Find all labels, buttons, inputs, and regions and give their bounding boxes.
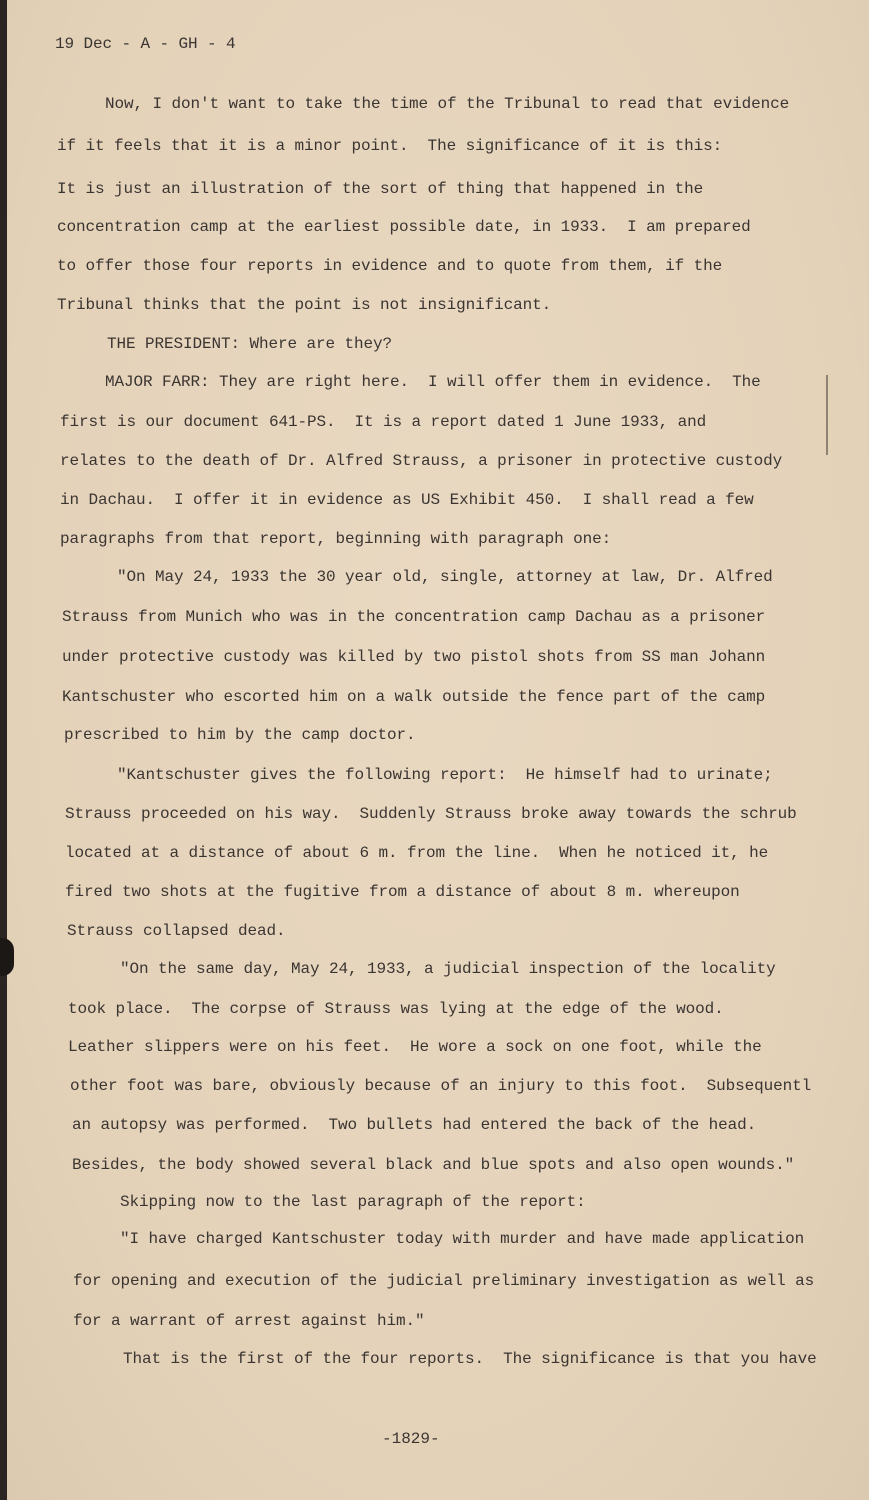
text-line: in Dachau. I offer it in evidence as US Exhibit 450. I shall read a few: [60, 491, 754, 509]
text-line: for a warrant of arrest against him.": [73, 1312, 425, 1330]
text-line: Besides, the body showed several black and blue spots and also open wounds.": [72, 1156, 795, 1174]
text-line: "I have charged Kantschuster today with murder and have made application: [120, 1230, 805, 1248]
text-line: located at a distance of about 6 m. from the line. When he noticed it, he: [65, 844, 769, 862]
page-number: -1829-: [382, 1430, 440, 1448]
text-line: "Kantschuster gives the following report: He himself had to urinate;: [117, 766, 773, 784]
text-line: Tribunal thinks that the point is not insignificant.: [57, 296, 552, 314]
text-line: Strauss from Munich who was in the concentration camp Dachau as a prisoner: [62, 608, 766, 626]
text-line: first is our document 641-PS. It is a report dated 1 June 1933, and: [60, 413, 707, 431]
text-line: Leather slippers were on his feet. He wore a sock on one foot, while the: [68, 1038, 762, 1056]
text-line: an autopsy was performed. Two bullets had entered the back of the head.: [72, 1116, 757, 1134]
text-line: Skipping now to the last paragraph of the report:: [120, 1193, 586, 1211]
text-line: Kantschuster who escorted him on a walk outside the fence part of the camp: [62, 688, 766, 706]
text-line: Now, I don't want to take the time of the Tribunal to read that evidence: [105, 95, 790, 113]
text-line: It is just an illustration of the sort of thing that happened in the: [57, 180, 704, 198]
text-line: That is the first of the four reports. The significance is that you have: [123, 1350, 817, 1368]
document-header: 19 Dec - A - GH - 4: [55, 35, 236, 53]
text-line: prescribed to him by the camp doctor.: [64, 726, 416, 744]
text-line: Strauss collapsed dead.: [67, 922, 286, 940]
text-line: "On May 24, 1933 the 30 year old, single, attorney at law, Dr. Alfred: [117, 568, 773, 586]
text-line: under protective custody was killed by two pistol shots from SS man Johann: [62, 648, 766, 666]
text-line: THE PRESIDENT: Where are they?: [107, 335, 393, 353]
text-line: if it feels that it is a minor point. The significance of it is this:: [57, 137, 723, 155]
text-line: concentration camp at the earliest possible date, in 1933. I am prepared: [57, 218, 751, 236]
text-line: "On the same day, May 24, 1933, a judicial inspection of the locality: [120, 960, 776, 978]
text-line: for opening and execution of the judicial preliminary investigation as well as: [73, 1272, 815, 1290]
text-line: took place. The corpse of Strauss was lying at the edge of the wood.: [68, 1000, 724, 1018]
text-line: fired two shots at the fugitive from a distance of about 8 m. whereupon: [65, 883, 740, 901]
text-line: to offer those four reports in evidence and to quote from them, if the: [57, 257, 723, 275]
text-line: other foot was bare, obviously because of an injury to this foot. Subsequentl: [70, 1077, 812, 1095]
binding-hole: [0, 938, 14, 976]
page-edge: [0, 0, 7, 1500]
text-line: Strauss proceeded on his way. Suddenly Strauss broke away towards the schrub: [65, 805, 797, 823]
margin-mark: [826, 375, 828, 455]
text-line: relates to the death of Dr. Alfred Strauss, a prisoner in protective custody: [60, 452, 783, 470]
text-line: paragraphs from that report, beginning with paragraph one:: [60, 530, 612, 548]
text-line: MAJOR FARR: They are right here. I will offer them in evidence. The: [105, 373, 761, 391]
